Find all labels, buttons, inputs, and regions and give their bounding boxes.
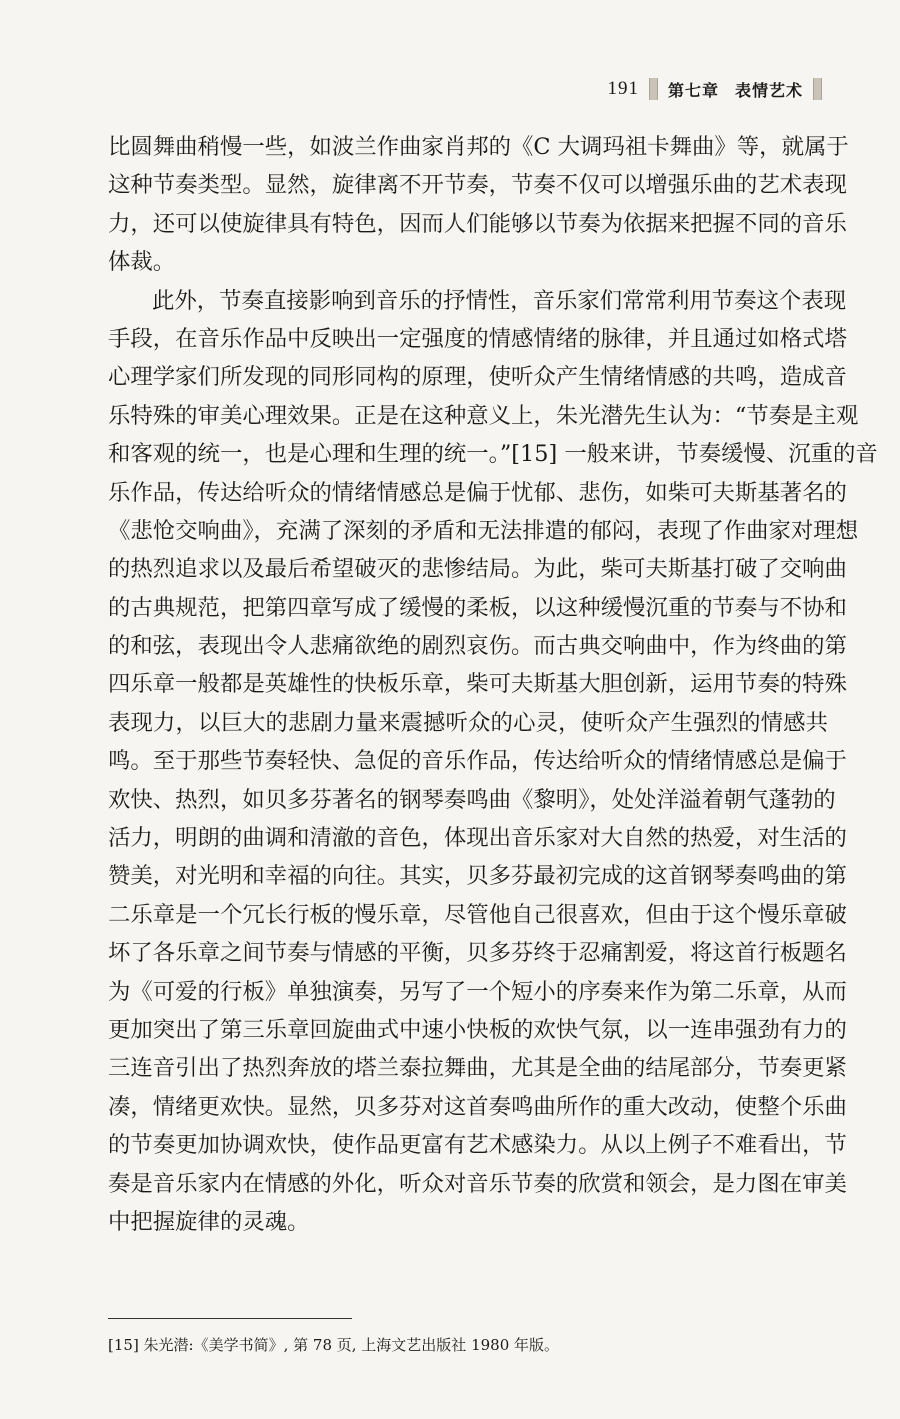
text-line: 力，还可以使旋律具有特色，因而人们能够以节奏为依据来把握不同的音乐 bbox=[108, 210, 847, 237]
text-line: 的节奏更加协调欢快，使作品更富有艺术感染力。从以上例子不难看出，节 bbox=[108, 1132, 847, 1159]
text-line: 表现力，以巨大的悲剧力量来震撼听众的心灵，使听众产生强烈的情感共 bbox=[108, 709, 828, 736]
text-line: 乐作品，传达给听众的情绪情感总是偏于忧郁、悲伤，如柴可夫斯基著名的 bbox=[108, 479, 847, 506]
text-line: 活力，明朗的曲调和清澈的音色，体现出音乐家对大自然的热爱，对生活的 bbox=[108, 825, 847, 852]
text-line: 《悲怆交响曲》，充满了深刻的矛盾和无法排遣的郁闷，表现了作曲家对理想 bbox=[108, 517, 859, 544]
text-line: 和客观的统一，也是心理和生理的统一。”[15] 一般来讲，节奏缓慢、沉重的音 bbox=[108, 441, 878, 468]
text-line: 三连音引出了热烈奔放的塔兰泰拉舞曲，尤其是全曲的结尾部分，节奏更紧 bbox=[108, 1055, 847, 1082]
text-line: 凑，情绪更欢快。显然，贝多芬对这首奏鸣曲所作的重大改动，使整个乐曲 bbox=[108, 1093, 847, 1120]
text-line: 二乐章是一个冗长行板的慢乐章，尽管他自己很喜欢，但由于这个慢乐章破 bbox=[108, 901, 847, 928]
running-header bbox=[607, 74, 822, 104]
page-number: 191 bbox=[607, 78, 639, 99]
text-line: 的热烈追求以及最后希望破灭的悲惨结局。为此，柴可夫斯基打破了交响曲 bbox=[108, 556, 847, 583]
text-line: 的和弦，表现出令人悲痛欲绝的剧烈哀伤。而古典交响曲中，作为终曲的第 bbox=[108, 633, 847, 660]
header-divider-bar-right bbox=[813, 78, 822, 100]
text-line: 此外，节奏直接影响到音乐的抒情性，音乐家们常常利用节奏这个表现 bbox=[152, 287, 847, 314]
text-line: 中把握旋律的灵魂。 bbox=[108, 1208, 310, 1235]
text-line: 欢快、热烈，如贝多芬著名的钢琴奏鸣曲《黎明》，处处洋溢着朝气蓬勃的 bbox=[108, 786, 836, 813]
text-line: 的古典规范，把第四章写成了缓慢的柔板，以这种缓慢沉重的节奏与不协和 bbox=[108, 594, 847, 621]
footnote-rule bbox=[108, 1318, 352, 1319]
chapter-title: 第七章 bbox=[667, 80, 719, 100]
text-line: 心理学家们所发现的同形同构的原理，使听众产生情绪情感的共鸣，造成音 bbox=[108, 364, 847, 391]
footnote: [15] 朱光潜:《美学书简》, 第 78 页, 上海文艺出版社 1980 年版。 bbox=[108, 1336, 560, 1354]
text-line: 体裁。 bbox=[108, 249, 176, 276]
text-line: 这种节奏类型。显然，旋律离不开节奏，节奏不仅可以增强乐曲的艺术表现 bbox=[108, 172, 847, 199]
text-line: 乐特殊的审美心理效果。正是在这种意义上，朱光潜先生认为：“节奏是主观 bbox=[108, 402, 859, 429]
text-line: 为《可爱的行板》单独演奏，另写了一个短小的序奏来作为第二乐章，从而 bbox=[108, 978, 847, 1005]
text-line: 四乐章一般都是英雄性的快板乐章，柴可夫斯基大胆创新，运用节奏的特殊 bbox=[108, 671, 847, 698]
text-line: 奏是音乐家内在情感的外化，听众对音乐节奏的欣赏和领会，是力图在审美 bbox=[108, 1170, 847, 1197]
text-line: 手段，在音乐作品中反映出一定强度的情感情绪的脉律，并且通过如格式塔 bbox=[108, 325, 847, 352]
body-text bbox=[108, 128, 878, 1241]
header-divider-bar bbox=[649, 78, 658, 100]
section-title: 表情艺术 bbox=[734, 80, 803, 100]
text-line: 更加突出了第三乐章回旋曲式中速小快板的欢快气氛，以一连串强劲有力的 bbox=[108, 1016, 847, 1043]
text-line: 赞美，对光明和幸福的向往。其实，贝多芬最初完成的这首钢琴奏鸣曲的第 bbox=[108, 863, 847, 890]
text-line: 坏了各乐章之间节奏与情感的平衡，贝多芬终于忍痛割爱，将这首行板题名 bbox=[108, 940, 847, 967]
text-line: 比圆舞曲稍慢一些，如波兰作曲家肖邦的《C 大调玛祖卡舞曲》等，就属于 bbox=[108, 134, 849, 160]
text-line: 鸣。至于那些节奏轻快、急促的音乐作品，传达给听众的情绪情感总是偏于 bbox=[108, 748, 847, 775]
